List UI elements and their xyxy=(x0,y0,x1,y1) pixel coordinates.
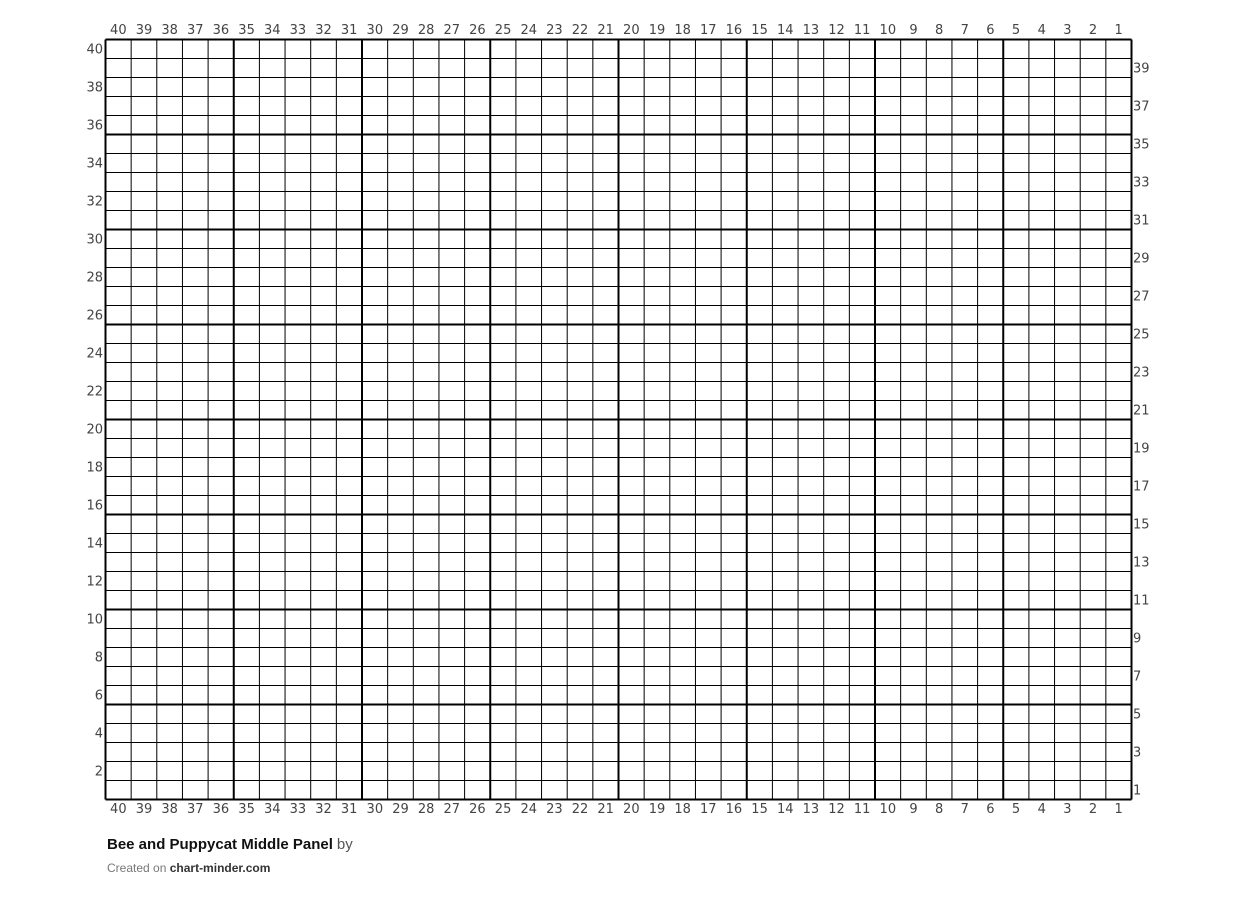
column-number: 30 xyxy=(366,23,384,38)
row-number: 39 xyxy=(1133,61,1150,77)
column-number: 4 xyxy=(1037,23,1046,38)
column-number: 23 xyxy=(546,802,563,817)
column-number: 11 xyxy=(853,802,871,817)
by-label: by xyxy=(336,836,353,853)
column-number: 17 xyxy=(700,802,717,817)
row-number: 12 xyxy=(86,574,103,590)
column-number: 16 xyxy=(725,23,743,38)
row-number: 32 xyxy=(86,194,103,210)
column-number: 20 xyxy=(623,802,640,817)
column-number: 2 xyxy=(1088,23,1098,38)
column-number: 2 xyxy=(1088,802,1098,817)
column-number: 4 xyxy=(1037,802,1046,817)
column-number: 8 xyxy=(934,802,944,817)
column-number: 22 xyxy=(571,802,589,817)
row-number: 11 xyxy=(1133,593,1150,609)
row-number: 7 xyxy=(1133,669,1142,685)
column-number: 19 xyxy=(648,23,666,38)
row-number: 20 xyxy=(86,422,103,438)
row-number: 30 xyxy=(86,232,103,248)
column-number: 6 xyxy=(986,802,995,817)
column-number: 3 xyxy=(1063,23,1072,38)
row-numbers-left xyxy=(86,43,103,780)
column-number: 14 xyxy=(776,23,794,38)
column-number: 28 xyxy=(417,23,435,38)
column-numbers-bottom xyxy=(110,802,1123,817)
credit-line xyxy=(107,861,353,875)
column-number: 33 xyxy=(289,802,307,817)
column-number: 34 xyxy=(263,23,281,38)
column-number: 40 xyxy=(110,23,127,38)
column-number: 17 xyxy=(700,23,717,38)
column-number: 35 xyxy=(238,23,255,38)
column-number: 38 xyxy=(161,23,178,38)
column-number: 16 xyxy=(725,802,743,817)
row-number: 8 xyxy=(94,650,103,666)
row-numbers-right xyxy=(1133,62,1150,799)
column-number: 10 xyxy=(879,23,897,38)
column-number: 24 xyxy=(520,23,537,38)
row-number: 10 xyxy=(86,612,103,628)
row-number: 38 xyxy=(86,80,103,96)
column-number: 1 xyxy=(1114,23,1123,38)
site-link[interactable]: chart-minder.com xyxy=(169,861,271,875)
row-number: 3 xyxy=(1133,745,1142,761)
column-number: 22 xyxy=(571,23,589,38)
column-number: 34 xyxy=(263,802,281,817)
column-number: 5 xyxy=(1011,802,1021,817)
column-number: 26 xyxy=(469,802,486,817)
column-number: 30 xyxy=(366,802,384,817)
column-number: 9 xyxy=(909,23,918,38)
column-number: 31 xyxy=(340,802,358,817)
column-number: 29 xyxy=(392,802,409,817)
column-number: 9 xyxy=(909,802,918,817)
row-number: 23 xyxy=(1133,365,1150,381)
column-number: 18 xyxy=(674,802,691,817)
column-number: 27 xyxy=(443,802,461,817)
column-number: 32 xyxy=(315,802,332,817)
chart-footer xyxy=(107,836,353,875)
row-number: 29 xyxy=(1133,251,1150,267)
created-on-label: Created on xyxy=(107,861,167,875)
row-number: 40 xyxy=(86,42,103,58)
row-number: 36 xyxy=(86,118,103,134)
row-number: 1 xyxy=(1133,783,1142,799)
column-number: 25 xyxy=(494,23,512,38)
column-number: 1 xyxy=(1114,802,1123,817)
row-number: 27 xyxy=(1133,289,1150,305)
column-number: 36 xyxy=(212,23,230,38)
column-number: 8 xyxy=(934,23,944,38)
column-number: 35 xyxy=(238,802,255,817)
row-number: 21 xyxy=(1133,403,1150,419)
column-number: 25 xyxy=(494,802,512,817)
column-number: 31 xyxy=(340,23,358,38)
title-line xyxy=(107,836,353,853)
row-number: 28 xyxy=(86,270,103,286)
column-number: 38 xyxy=(161,802,178,817)
row-number: 14 xyxy=(86,536,103,552)
column-number: 11 xyxy=(853,23,871,38)
row-number: 26 xyxy=(86,308,103,324)
row-number: 4 xyxy=(94,726,103,742)
column-number: 12 xyxy=(828,802,845,817)
row-number: 35 xyxy=(1133,137,1150,153)
column-number: 24 xyxy=(520,802,537,817)
column-number: 21 xyxy=(597,802,614,817)
column-number: 18 xyxy=(674,23,691,38)
row-number: 24 xyxy=(86,346,103,362)
row-number: 17 xyxy=(1133,479,1150,495)
row-number: 18 xyxy=(86,460,103,476)
column-number: 26 xyxy=(469,23,486,38)
column-number: 5 xyxy=(1011,23,1021,38)
column-numbers-top xyxy=(110,23,1123,38)
column-number: 29 xyxy=(392,23,409,38)
row-number: 5 xyxy=(1133,707,1142,723)
row-number: 31 xyxy=(1133,213,1150,229)
column-number: 21 xyxy=(597,23,614,38)
column-number: 32 xyxy=(315,23,332,38)
row-number: 25 xyxy=(1133,327,1150,343)
column-number: 39 xyxy=(135,23,153,38)
column-number: 36 xyxy=(212,802,230,817)
row-number: 13 xyxy=(1133,555,1150,571)
column-number: 13 xyxy=(802,23,820,38)
row-number: 19 xyxy=(1133,441,1150,457)
column-number: 19 xyxy=(648,802,666,817)
column-number: 37 xyxy=(187,802,204,817)
column-number: 20 xyxy=(623,23,640,38)
row-number: 16 xyxy=(86,498,103,514)
column-number: 13 xyxy=(802,802,820,817)
row-number: 33 xyxy=(1133,175,1150,191)
column-number: 37 xyxy=(187,23,204,38)
row-number: 37 xyxy=(1133,99,1150,115)
column-number: 10 xyxy=(879,802,897,817)
column-number: 15 xyxy=(751,23,768,38)
column-number: 27 xyxy=(443,23,461,38)
column-number: 40 xyxy=(110,802,127,817)
row-number: 15 xyxy=(1133,517,1150,533)
row-number: 2 xyxy=(94,764,103,780)
column-number: 6 xyxy=(986,23,995,38)
column-number: 14 xyxy=(776,802,794,817)
column-number: 28 xyxy=(417,802,435,817)
column-number: 33 xyxy=(289,23,307,38)
column-number: 7 xyxy=(960,23,969,38)
row-number: 6 xyxy=(94,688,103,704)
row-number: 9 xyxy=(1133,631,1142,647)
column-number: 15 xyxy=(751,802,768,817)
column-number: 39 xyxy=(135,802,153,817)
row-number: 22 xyxy=(86,384,103,400)
row-number: 34 xyxy=(86,156,103,172)
pattern-title: Bee and Puppycat Middle Panel xyxy=(107,836,333,853)
column-number: 12 xyxy=(828,23,845,38)
column-number: 23 xyxy=(546,23,563,38)
column-number: 7 xyxy=(960,802,969,817)
column-number: 3 xyxy=(1063,802,1072,817)
